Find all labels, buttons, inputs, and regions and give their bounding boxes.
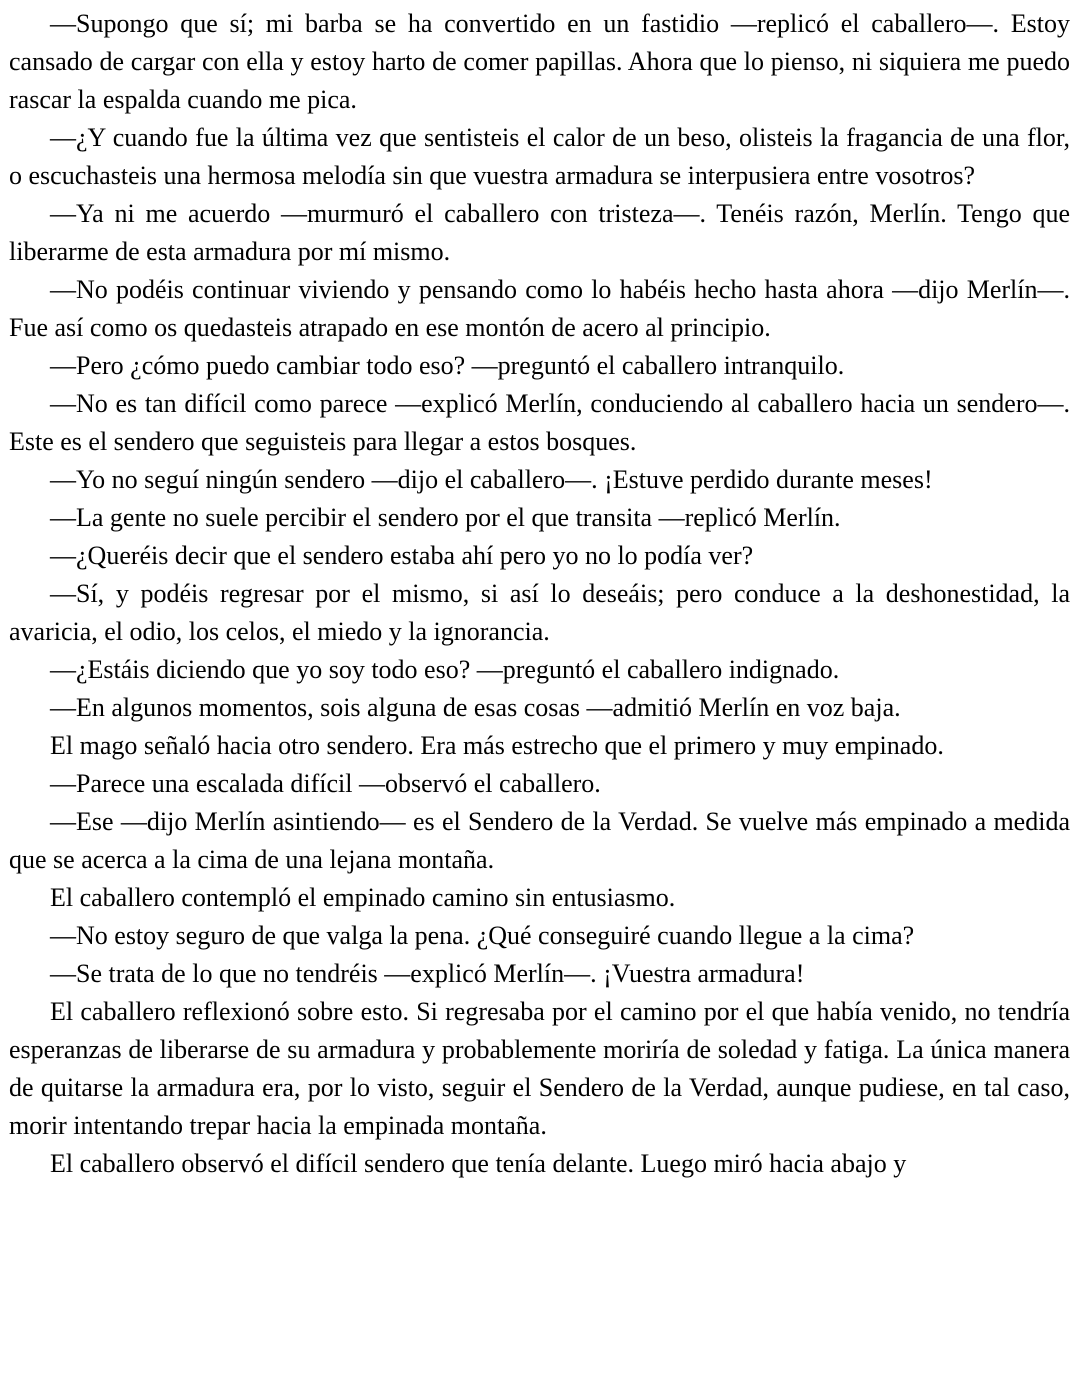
paragraph: —No es tan difícil como parece —explicó Merlín, conduciendo al caballero hacia un sendero—. Este es el sendero que seguisteis para llegar a estos bosques. xyxy=(9,389,1070,456)
paragraph: —Ese —dijo Merlín asintiendo— es el Sendero de la Verdad. Se vuelve más empinado a medida que se acerca a la cima de una lejana montaña. xyxy=(9,807,1070,874)
paragraph: —La gente no suele percibir el sendero por el que transita —replicó Merlín. xyxy=(50,503,841,532)
paragraph: —Supongo que sí; mi barba se ha convertido en un fastidio —replicó el caballero—. Estoy cansado de cargar con ella y estoy harto de comer papillas. Ahora que lo pienso, ni siquiera me puedo rascar la espalda cuando me pica. xyxy=(9,9,1070,114)
paragraph: —Pero ¿cómo puedo cambiar todo eso? —preguntó el caballero intranquilo. xyxy=(50,351,845,380)
paragraph: —Se trata de lo que no tendréis —explicó Merlín—. ¡Vuestra armadura! xyxy=(50,959,805,988)
paragraph: —¿Y cuando fue la última vez que sentisteis el calor de un beso, olisteis la fragancia de una flor, o escuchasteis una hermosa melodía sin que vuestra armadura se interpusiera entre vosotros? xyxy=(9,123,1070,190)
paragraph: —No podéis continuar viviendo y pensando como lo habéis hecho hasta ahora —dijo Merlín—. Fue así como os quedasteis atrapado en ese montón de acero al principio. xyxy=(9,275,1070,342)
paragraph: —Sí, y podéis regresar por el mismo, si así lo deseáis; pero conduce a la deshonestidad, la avaricia, el odio, los celos, el miedo y la ignorancia. xyxy=(9,579,1070,646)
paragraph: El caballero reflexionó sobre esto. Si regresaba por el camino por el que había venido, no tendría esperanzas de liberarse de su armadura y probablemente moriría de soledad y fatiga. La única manera de quitarse la armadura era, por lo visto, seguir el Sendero de la Verdad, aunque pudiese, en tal caso, morir intentando trepar hacia la empinada montaña. xyxy=(9,997,1070,1140)
paragraph: —Parece una escalada difícil —observó el caballero. xyxy=(50,769,601,798)
paragraph: —¿Estáis diciendo que yo soy todo eso? —preguntó el caballero indignado. xyxy=(50,655,840,684)
paragraph: El mago señaló hacia otro sendero. Era más estrecho que el primero y muy empinado. xyxy=(50,731,944,760)
paragraph: —En algunos momentos, sois alguna de esas cosas —admitió Merlín en voz baja. xyxy=(50,693,901,722)
paragraph: —Yo no seguí ningún sendero —dijo el caballero—. ¡Estuve perdido durante meses! xyxy=(50,465,933,494)
paragraph: El caballero contempló el empinado camino sin entusiasmo. xyxy=(50,883,676,912)
paragraph: —No estoy seguro de que valga la pena. ¿Qué conseguiré cuando llegue a la cima? xyxy=(50,921,915,950)
paragraph: —¿Queréis decir que el sendero estaba ahí pero yo no lo podía ver? xyxy=(50,541,754,570)
paragraph: —Ya ni me acuerdo —murmuró el caballero con tristeza—. Tenéis razón, Merlín. Tengo que liberarme de esta armadura por mí mismo. xyxy=(9,199,1070,266)
paragraph: El caballero observó el difícil sendero que tenía delante. Luego miró hacia abajo y xyxy=(50,1149,907,1178)
